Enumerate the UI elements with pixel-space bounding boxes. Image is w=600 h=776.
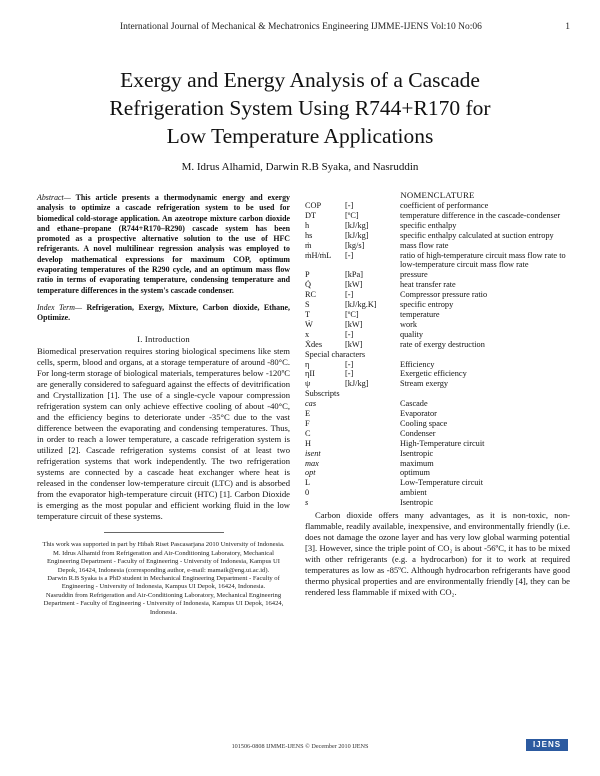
nomenclature-heading: NOMENCLATURE: [400, 190, 475, 200]
nomenclature-unit: [kJ/kg]: [345, 220, 369, 230]
nomenclature-description: mass flow rate: [400, 240, 449, 250]
nomenclature-description: Cooling space: [400, 418, 448, 428]
nomenclature-symbol: isent: [305, 448, 321, 458]
nomenclature-unit-spacer: [345, 439, 400, 449]
nomenclature-symbol: E: [305, 409, 311, 419]
nomenclature-unit-spacer: [345, 409, 400, 419]
nomenclature-row: [305, 340, 570, 350]
nomenclature-symbol: s: [305, 498, 309, 508]
special-characters-table: [305, 360, 570, 390]
nomenclature-row: [305, 280, 570, 290]
nomenclature-symbol: H: [305, 438, 311, 448]
nomenclature-symbol: Q̇: [305, 280, 311, 290]
right-column: [305, 190, 570, 598]
nomenclature-symbol: P: [305, 270, 310, 280]
journal-name: International Journal of Mechanical & Mechatronics Engineering IJMME-IJENS Vol:10 No:06: [120, 22, 482, 32]
footnote: Nasruddin from Refrigeration and Air-Conditioning Laboratory, Mechanical Engineering Department - Faculty of Engineering - University of Indonesia, Kampus UI Depok, 16424, Indonesia.: [43, 591, 284, 616]
nomenclature-symbol: ṁH/ṁL: [305, 250, 332, 260]
nomenclature-row: [305, 251, 570, 271]
nomenclature-row: [305, 330, 570, 340]
nomenclature-description: Stream exergy: [400, 379, 448, 389]
nomenclature-unit: [kJ/kg]: [345, 379, 369, 389]
nomenclature-description: Evaporator: [400, 409, 437, 419]
nomenclature-unit-spacer: [345, 459, 400, 469]
nomenclature-row: [305, 498, 570, 508]
nomenclature-unit: [kJ/kg]: [345, 230, 369, 240]
nomenclature-symbol: Ẇ: [305, 319, 313, 329]
nomenclature-description: maximum: [400, 458, 434, 468]
title-line-3: Low Temperature Applications: [166, 124, 434, 148]
introduction-text: Biomedical preservation requires storing biological specimens like stem cells, sperm, blood and organs, at a storage temperature of around -80°C. For long-term storage of biological materials, temperatures below -120ºC are generally considered to safeguard against the effects of devitrification and Crystallization [1]. The use of a single-cycle vapour compression refrigeration system can only achieve effective cooling of about -40°C, and the efficiency begins to deteriorate under -35°C due to the vast difference between the evaporating and condensing temperatures. Thus, in order to reach a lower temperature, a cascade refrigeration system is utilized [2]. Cascade refrigeration systems consist of at least two refrigeration systems that work independently. The two refrigeration systems are connected by a cascade heat exchanger where heat is released in the condenser low-temperature circuit (LTC) and is absorbed from the evaporator high-temperature circuit (HTC) [1]. Carbon Dioxide is emerging as the most popular and efficient working fluid in the low temperature circuit of these systems.: [37, 345, 290, 522]
carbon-dioxide-paragraph: Carbon dioxide offers many advantages, as it is non-toxic, non-flammable, readily available, inexpensive, and environmentally friendly (i.e. does not damage the ozone layer and has very low global warming potential [3]. However, since the triple point of CO₂ is about -56ºC, it has to be mixed with other refrigerants (e.g. a hydrocarbon) for it to work at required temperatures as low as -85ºC. Although hydrocarbon refrigerants have good thermo physical properties and are environmentally friendly [4], they can be rendered less flammable if mixed with CO₂.: [305, 510, 570, 598]
nomenclature-symbol: x: [305, 329, 310, 339]
nomenclature-unit: [-]: [345, 329, 354, 339]
nomenclature-description: High-Temperature circuit: [400, 438, 485, 448]
nomenclature-row: [305, 320, 570, 330]
abstract: [37, 193, 290, 296]
nomenclature-description: heat transfer rate: [400, 280, 456, 290]
nomenclature-row: [305, 429, 570, 439]
nomenclature-description: work: [400, 319, 418, 329]
nomenclature-description: Low-Temperature circuit: [400, 478, 484, 488]
nomenclature-row: [305, 231, 570, 241]
title-line-2: Refrigeration System Using R744+R170 for: [109, 96, 491, 120]
subscripts-heading: Subscripts: [305, 389, 340, 399]
nomenclature-description: Compressor pressure ratio: [400, 290, 488, 300]
nomenclature-unit-spacer: [345, 399, 400, 409]
nomenclature-row: [305, 419, 570, 429]
index-terms-text: Refrigeration, Exergy, Mixture, Carbon dioxide, Ethane, Optimize.: [37, 302, 290, 323]
nomenclature-symbol: h: [305, 220, 310, 230]
nomenclature-symbol: T: [305, 309, 311, 319]
page-number: 1: [565, 22, 570, 32]
nomenclature-row: [305, 369, 570, 379]
footnote: Darwin R.B Syaka is a PhD student in Mechanical Engineering Department - Faculty of Engineering - University of Indonesia, Kampus UI Depok, 16424, Indonesia.: [47, 574, 280, 591]
nomenclature-row: [305, 201, 570, 211]
nomenclature-symbol: η: [305, 359, 310, 369]
nomenclature-symbol: ηII: [305, 369, 315, 379]
nomenclature-description: specific enthalpy calculated at suction entropy: [400, 230, 554, 240]
footnote: This work was supported in part by Hibah Riset Pascasarjana 2010 University of Indonesia.: [42, 541, 285, 549]
left-column: [37, 193, 290, 617]
nomenclature-description: Condenser: [400, 428, 436, 438]
footnote-divider: [104, 532, 224, 533]
section-heading-introduction: I. Introduction: [137, 333, 190, 344]
nomenclature-row: [305, 409, 570, 419]
nomenclature-row: [305, 379, 570, 389]
nomenclature-row: [305, 360, 570, 370]
nomenclature-row: [305, 270, 570, 280]
nomenclature-unit: [kW]: [345, 339, 363, 349]
nomenclature-row: [305, 399, 570, 409]
nomenclature-unit-spacer: [345, 419, 400, 429]
nomenclature-row: [305, 478, 570, 488]
subscripts-table: [305, 399, 570, 508]
nomenclature-unit: [ºC]: [345, 210, 359, 220]
nomenclature-unit-spacer: [345, 488, 400, 498]
nomenclature-symbol: max: [305, 458, 319, 468]
index-terms-label: Index Term—: [37, 302, 82, 312]
nomenclature-row: [305, 468, 570, 478]
nomenclature-description: quality: [400, 329, 424, 339]
nomenclature-description: specific enthalpy: [400, 220, 457, 230]
nomenclature-description: ambient: [400, 488, 427, 498]
nomenclature-symbol: cas: [305, 399, 317, 409]
nomenclature-description: temperature difference in the cascade-condenser: [400, 210, 561, 220]
nomenclature-description: coefficient of performance: [400, 201, 489, 210]
nomenclature-unit: [ºC]: [345, 309, 359, 319]
nomenclature-row: [305, 300, 570, 310]
nomenclature-description: optimum: [400, 468, 430, 478]
nomenclature-row: [305, 439, 570, 449]
nomenclature-description: Exergetic efficiency: [400, 369, 467, 379]
nomenclature-description: specific entropy: [400, 300, 454, 310]
abstract-label: Abstract—: [37, 193, 71, 202]
nomenclature-description: Isentropic: [400, 498, 434, 508]
nomenclature-row: [305, 488, 570, 498]
nomenclature-row: [305, 449, 570, 459]
nomenclature-unit: [kJ/kg.K]: [345, 300, 377, 310]
nomenclature-unit: [kPa]: [345, 270, 363, 280]
nomenclature-symbol: opt: [305, 468, 316, 478]
nomenclature-symbol: S: [305, 300, 310, 310]
nomenclature-unit: [-]: [345, 250, 354, 260]
nomenclature-symbol: ṁ: [305, 240, 312, 250]
nomenclature-symbol: RC: [305, 290, 317, 300]
special-characters-heading: Special characters: [305, 349, 366, 359]
nomenclature-unit-spacer: [345, 468, 400, 478]
abstract-text: This article presents a thermodynamic energy and exergy analysis to optimize a cascade refrigeration system to be used for biomedical cold-storage application. An azeotrope mixture carbon dioxide and ethane–propane (R744+R170–R290) cascade system has been promoted as a prospective alternative solution to the use of HFC refrigerants. A novel multilinear regression analysis was employed to develop mathematical expressions for maximum COP, optimum evaporating temperatures of the R290 cycle, and an optimum mass flow ratio in terms of evaporating temperature, condensing temperature and temperature differences in the system's cascade condenser.: [37, 193, 290, 295]
author-list: M. Idrus Alhamid, Darwin R.B Syaka, and Nasruddin: [181, 161, 419, 173]
nomenclature-symbol: DT: [305, 210, 317, 220]
nomenclature-symbol: C: [305, 428, 311, 438]
nomenclature-description: pressure: [400, 270, 428, 280]
nomenclature-symbol: Ẋdes: [305, 339, 323, 349]
nomenclature-symbol: 0: [305, 488, 310, 498]
nomenclature-symbol: ψ: [305, 379, 311, 389]
nomenclature-unit-spacer: [345, 449, 400, 459]
nomenclature-symbol: L: [305, 478, 311, 488]
nomenclature-description: rate of exergy destruction: [400, 339, 485, 349]
paper-title: [40, 66, 560, 150]
nomenclature-symbol: F: [305, 418, 310, 428]
nomenclature-description: Cascade: [400, 399, 428, 409]
running-header: [120, 22, 570, 32]
footnote: M. Idrus Alhamid from Refrigeration and Air-Conditioning Laboratory, Mechanical Engineering Department - Faculty of Engineering - University of Indonesia, Kampus UI Depok, 16424, Indonesia (corresponding author, e-mail: mamaik@eng.ui.ac.id).: [47, 549, 280, 574]
nomenclature-unit-spacer: [345, 498, 400, 508]
index-terms: [37, 303, 290, 324]
nomenclature-row: [305, 459, 570, 469]
nomenclature-unit: [kW]: [345, 280, 363, 290]
nomenclature-row: [305, 290, 570, 300]
nomenclature-unit: [-]: [345, 369, 354, 379]
nomenclature-row: [305, 221, 570, 231]
ijens-logo: IJENS: [526, 739, 568, 751]
nomenclature-row: [305, 211, 570, 221]
nomenclature-symbol: COP: [305, 201, 322, 210]
nomenclature-row: [305, 310, 570, 320]
page-footer: 101506-0808 IJMME-IJENS © December 2010 IJENS: [231, 743, 369, 750]
nomenclature-unit-spacer: [345, 478, 400, 488]
title-line-1: Exergy and Energy Analysis of a Cascade: [120, 68, 480, 92]
nomenclature-unit: [-]: [345, 290, 354, 300]
nomenclature-description: Isentropic: [400, 448, 434, 458]
nomenclature-unit: [kg/s]: [345, 240, 365, 250]
nomenclature-row: [305, 241, 570, 251]
nomenclature-unit: [-]: [345, 359, 354, 369]
nomenclature-symbol: hs: [305, 230, 313, 240]
nomenclature-description: ratio of high-temperature circuit mass flow rate to low-temperature circuit mass flow rate: [400, 250, 566, 270]
nomenclature-table: [305, 201, 570, 350]
nomenclature-description: Efficiency: [400, 359, 435, 369]
footnotes: [37, 541, 290, 617]
nomenclature-description: temperature: [400, 309, 440, 319]
nomenclature-unit-spacer: [345, 429, 400, 439]
nomenclature-unit: [-]: [345, 201, 354, 210]
nomenclature-unit: [kW]: [345, 319, 363, 329]
